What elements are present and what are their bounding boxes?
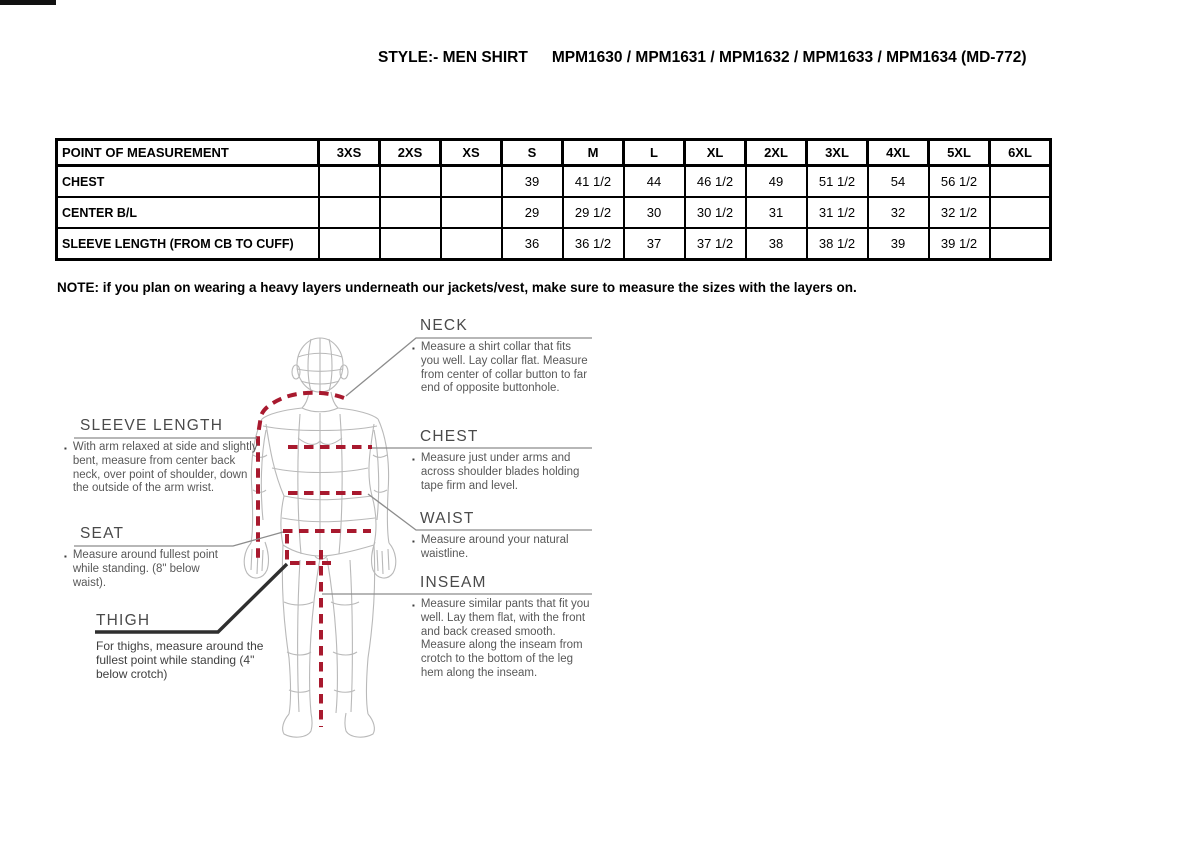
figure-wireframe [244, 338, 396, 737]
bullet-icon: ▪ [64, 444, 67, 453]
col-header-size: XL [685, 140, 746, 166]
size-value-cell [441, 166, 502, 198]
style-codes: MPM1630 / MPM1631 / MPM1632 / MPM1633 / MPM1634 (MD-772) [551, 49, 1027, 66]
scan-artifact-mark [0, 0, 56, 5]
sleeve-length-heading: SLEEVE LENGTH [80, 417, 224, 434]
neck-section [412, 316, 592, 396]
size-table-head [57, 140, 1051, 166]
inseam-instructions: Measure similar pants that fit you well. Lay them flat, with the front and back creased smooth. Measure along the inseam from crotch to the bottom of the leg hem along the inseam. [420, 598, 590, 679]
row-label: SLEEVE LENGTH (FROM CB TO CUFF) [57, 228, 319, 260]
size-value-cell: 36 1/2 [563, 228, 624, 260]
size-value-cell: 56 1/2 [929, 166, 990, 198]
col-header-size: 6XL [990, 140, 1051, 166]
inseam-section [412, 573, 596, 681]
size-value-cell: 39 1/2 [929, 228, 990, 260]
size-value-cell: 54 [868, 166, 929, 198]
size-value-cell [990, 197, 1051, 228]
size-table [55, 138, 1052, 261]
size-value-cell: 30 1/2 [685, 197, 746, 228]
style-label: STYLE:- MEN SHIRT [378, 49, 528, 66]
size-value-cell [319, 197, 380, 228]
table-row [57, 228, 1051, 260]
size-value-cell [380, 166, 441, 198]
size-value-cell: 30 [624, 197, 685, 228]
neck-instructions: Measure a shirt collar that fits you well. Lay collar flat. Measure from center of collar button to far end of opposite buttonhole. [420, 341, 588, 395]
col-header-size: S [502, 140, 563, 166]
seat-section [64, 524, 229, 590]
size-value-cell: 44 [624, 166, 685, 198]
thigh-instructions: For thighs, measure around the fullest point while standing (4" below crotch) [96, 639, 264, 682]
thigh-measure-line [287, 534, 331, 563]
size-value-cell: 29 1/2 [563, 197, 624, 228]
chest-heading: CHEST [420, 428, 479, 445]
table-row [57, 166, 1051, 198]
size-value-cell [441, 228, 502, 260]
page-title [378, 49, 1027, 67]
inseam-heading: INSEAM [420, 574, 487, 591]
bullet-icon: ▪ [412, 601, 415, 610]
size-table-body [57, 166, 1051, 260]
size-value-cell: 41 1/2 [563, 166, 624, 198]
note-text: NOTE: if you plan on wearing a heavy layers underneath our jackets/vest, make sure to measure the sizes with the layers on. [57, 280, 857, 295]
size-value-cell: 51 1/2 [807, 166, 868, 198]
bullet-icon: ▪ [412, 455, 415, 464]
chest-section [412, 427, 592, 493]
sleeve-length-section [64, 416, 260, 496]
col-header-size: 2XL [746, 140, 807, 166]
col-header-size: 4XL [868, 140, 929, 166]
col-header-size: 3XL [807, 140, 868, 166]
size-value-cell: 38 1/2 [807, 228, 868, 260]
seat-heading: SEAT [80, 525, 125, 542]
bullet-icon: ▪ [412, 344, 415, 353]
size-value-cell: 29 [502, 197, 563, 228]
seat-instructions: Measure around fullest point while standing. (8" below waist). [72, 549, 218, 589]
size-value-cell: 32 1/2 [929, 197, 990, 228]
thigh-heading: THIGH [96, 612, 151, 629]
neck-sleeve-measure-line [258, 393, 344, 562]
col-header-size: L [624, 140, 685, 166]
size-value-cell: 38 [746, 228, 807, 260]
size-value-cell [319, 228, 380, 260]
size-value-cell [990, 228, 1051, 260]
size-value-cell: 32 [868, 197, 929, 228]
bullet-icon: ▪ [64, 552, 67, 561]
waist-heading: WAIST [420, 510, 475, 527]
sleeve-length-instructions: With arm relaxed at side and slightly bent, measure from center back neck, over point of shoulder, down the outside of the arm wrist. [72, 441, 258, 495]
row-label: CHEST [57, 166, 319, 198]
table-header-row [57, 140, 1051, 166]
col-header-size: XS [441, 140, 502, 166]
size-value-cell: 37 1/2 [685, 228, 746, 260]
size-value-cell [441, 197, 502, 228]
chest-instructions: Measure just under arms and across shoulder blades holding tape firm and level. [420, 452, 580, 492]
size-value-cell: 37 [624, 228, 685, 260]
size-value-cell [380, 197, 441, 228]
size-value-cell: 31 1/2 [807, 197, 868, 228]
size-value-cell: 39 [502, 166, 563, 198]
col-header-size: M [563, 140, 624, 166]
thigh-section [96, 611, 264, 682]
col-header-size: 3XS [319, 140, 380, 166]
size-value-cell [319, 166, 380, 198]
measure-tape-lines [258, 393, 372, 727]
size-value-cell: 36 [502, 228, 563, 260]
row-label: CENTER B/L [57, 197, 319, 228]
size-value-cell: 49 [746, 166, 807, 198]
table-row [57, 197, 1051, 228]
waist-section [412, 509, 592, 562]
size-value-cell: 31 [746, 197, 807, 228]
bullet-icon: ▪ [412, 537, 415, 546]
col-header-point-of-measurement: POINT OF MEASUREMENT [57, 140, 319, 166]
waist-instructions: Measure around your natural waistline. [420, 534, 569, 560]
size-value-cell [990, 166, 1051, 198]
col-header-size: 5XL [929, 140, 990, 166]
neck-heading: NECK [420, 317, 468, 334]
size-value-cell: 39 [868, 228, 929, 260]
size-value-cell: 46 1/2 [685, 166, 746, 198]
size-value-cell [380, 228, 441, 260]
col-header-size: 2XS [380, 140, 441, 166]
